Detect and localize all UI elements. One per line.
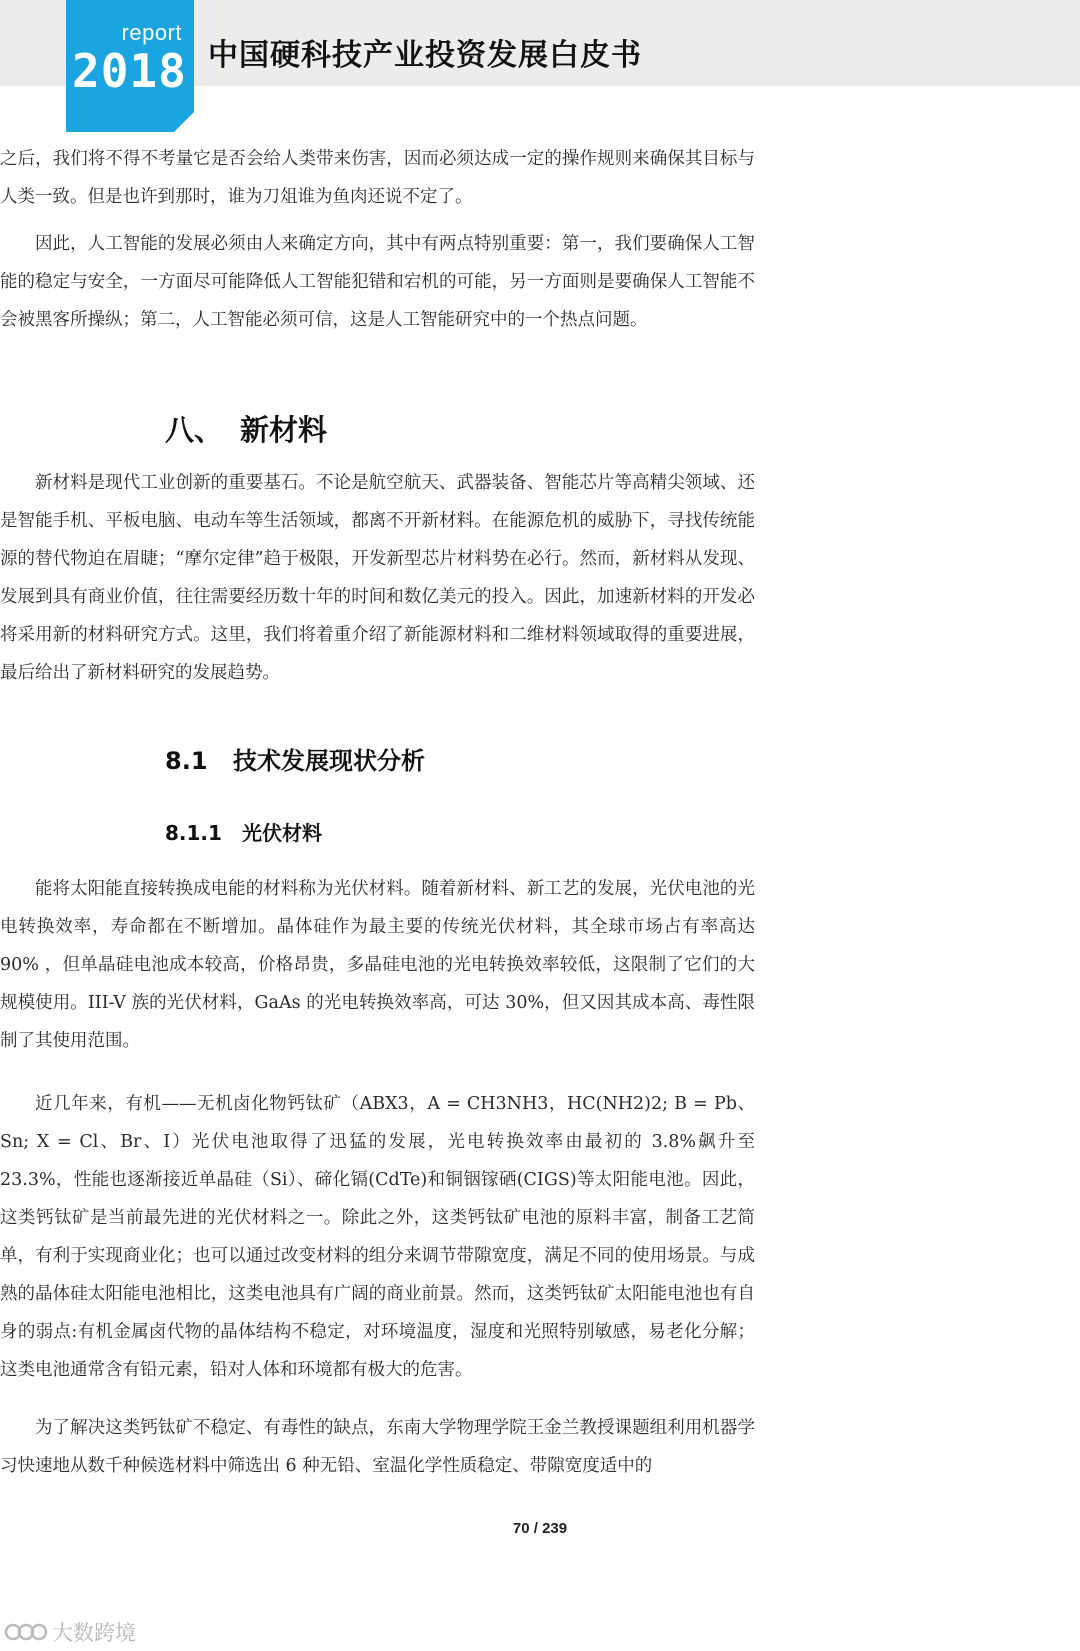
report-logo (66, 0, 194, 132)
section-number: 八、 (165, 413, 224, 447)
section-title: 新材料 (240, 413, 328, 447)
subsection-title: 技术发展现状分析 (233, 747, 425, 775)
subsubsection-heading (165, 817, 322, 846)
subsection-heading (165, 741, 425, 776)
paragraph-perovskite: 近几年来，有机——无机卤化物钙钛矿（ABX3，A = CH3NH3，HC(NH2)2; B = Pb、Sn; X = Cl、Br、I）光伏电池取得了迅猛的发展，光电转换效率由最初的 3.8%飙升至 23.3%，性能也逐渐接近单晶硅（Si）、碲化镉(CdTe)和铜铟镓硒(CIGS)等太阳能电池。因此，这类钙钛矿是当前最先进的光伏材料之一。除此之外，这类钙钛矿电池的原料丰富，制备工艺简单，有利于实现商业化；也可以通过改变材料的组分来调节带隙宽度，满足不同的使用场景。与成熟的晶体硅太阳能电池相比，这类电池具有广阔的商业前景。然而，这类钙钛矿太阳能电池也有自身的弱点:有机金属卤代物的晶体结构不稳定，对环境温度，湿度和光照特别敏感，易老化分解；这类电池通常含有铅元素，铅对人体和环境都有极大的危害。 (0, 1094, 755, 1380)
paragraph-ai-direction: 因此，人工智能的发展必须由人来确定方向，其中有两点特别重要：第一，我们要确保人工智能的稳定与安全，一方面尽可能降低人工智能犯错和宕机的可能，另一方面则是要确保人工智能不会被黑客所操纵；第二，人工智能必须可信，这是人工智能研究中的一个热点问题。 (0, 234, 755, 330)
watermark-logo-icon (4, 1620, 48, 1644)
logo-corner-fold (174, 112, 194, 132)
page-number: 70 / 239 (512, 1520, 568, 1537)
subsubsection-number: 8.1.1 (165, 821, 222, 845)
paragraph-pv-materials: 能将太阳能直接转换成电能的材料称为光伏材料。随着新材料、新工艺的发展，光伏电池的光电转换效率，寿命都在不断增加。晶体硅作为最主要的传统光伏材料，其全球市场占有率高达 90% ，但单晶硅电池成本较高，价格昂贵，多晶硅电池的光电转换效率较低，这限制了它们的大规模使用。III-V 族的光伏材料，GaAs 的光电转换效率高，可达 30%，但又因其成本高、毒性限制了其使用范围。 (0, 879, 755, 1051)
subsubsection-title: 光伏材料 (242, 821, 322, 845)
logo-report-word: report (121, 20, 182, 45)
subsection-number: 8.1 (165, 747, 208, 775)
logo-year: 2018 (72, 44, 187, 98)
paragraph-continued: 之后，我们将不得不考量它是否会给人类带来伤害，因而必须达成一定的操作规则来确保其目标与人类一致。但是也许到那时，谁为刀俎谁为鱼肉还说不定了。 (0, 149, 755, 207)
watermark (4, 1618, 136, 1646)
paragraph-new-materials: 新材料是现代工业创新的重要基石。不论是航空航天、武器装备、智能芯片等高精尖领域、还是智能手机、平板电脑、电动车等生活领域，都离不开新材料。在能源危机的威胁下，寻找传统能源的替代物迫在眉睫；“摩尔定律”趋于极限，开发新型芯片材料势在必行。然而，新材料从发现、发展到具有商业价值，往往需要经历数十年的时间和数亿美元的投入。因此，加速新材料的开发必将采用新的材料研究方式。这里，我们将着重介绍了新能源材料和二维材料领域取得的重要进展，最后给出了新材料研究的发展趋势。 (0, 473, 755, 683)
document-title: 中国硬科技产业投资发展白皮书 (208, 38, 642, 73)
section-heading (165, 408, 327, 449)
paragraph-machine-learning: 为了解决这类钙钛矿不稳定、有毒性的缺点，东南大学物理学院王金兰教授课题组利用机器学习快速地从数千种候选材料中筛选出 6 种无铅、室温化学性质稳定、带隙宽度适中的 (0, 1418, 755, 1476)
watermark-text: 大数跨境 (52, 1621, 136, 1645)
